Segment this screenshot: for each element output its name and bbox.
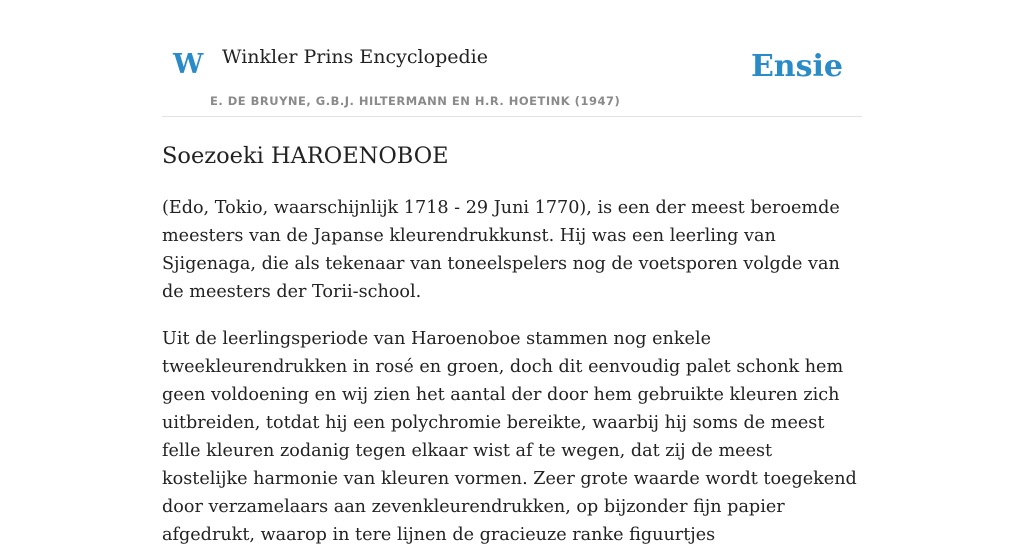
article-paragraph-1: (Edo, Tokio, waarschijnlijk 1718 - 29 Juni 1770), is een der meest beroemde meesters van de Japanse kleurendrukkunst. Hij was een leerling van Sjigenaga, die als tekenaar van toneelspelers nog de voetsporen volgde van de meesters der Torii-school. xyxy=(162,198,840,302)
site-header xyxy=(162,0,862,117)
article-paragraph-2: Uit de leerlingsperiode van Haroenoboe stammen nog enkele tweekleurendrukken in rosé en groen, doch dit eenvoudig palet schonk hem geen voldoening en wij zien het aantal der door hem gebruikte kleuren zich uitbreiden, totdat hij een polychromie bereikte, waarbij hij soms de meest felle kleuren zodanig tegen elkaar wist af te wegen, dat zij de meest kostelijke harmonie van kleuren vormen. Zeer grote waarde wordt toegekend door verzamelaars aan zevenkleurendrukken, op bijzonder fijn papier afgedrukt, waarop in tere lijnen de gracieuze ranke figuurtjes xyxy=(162,329,857,545)
article-title: Soezoeki HAROENOBOE xyxy=(162,143,449,169)
authors-line: E. DE BRUYNE, G.B.J. HILTERMANN EN H.R. HOETINK (1947) xyxy=(210,94,621,108)
ensie-logo-link[interactable]: Ensie xyxy=(750,49,843,84)
winkler-prins-logo[interactable]: W xyxy=(173,49,204,80)
site-title[interactable]: Winkler Prins Encyclopedie xyxy=(222,46,488,68)
main-content xyxy=(162,0,862,549)
